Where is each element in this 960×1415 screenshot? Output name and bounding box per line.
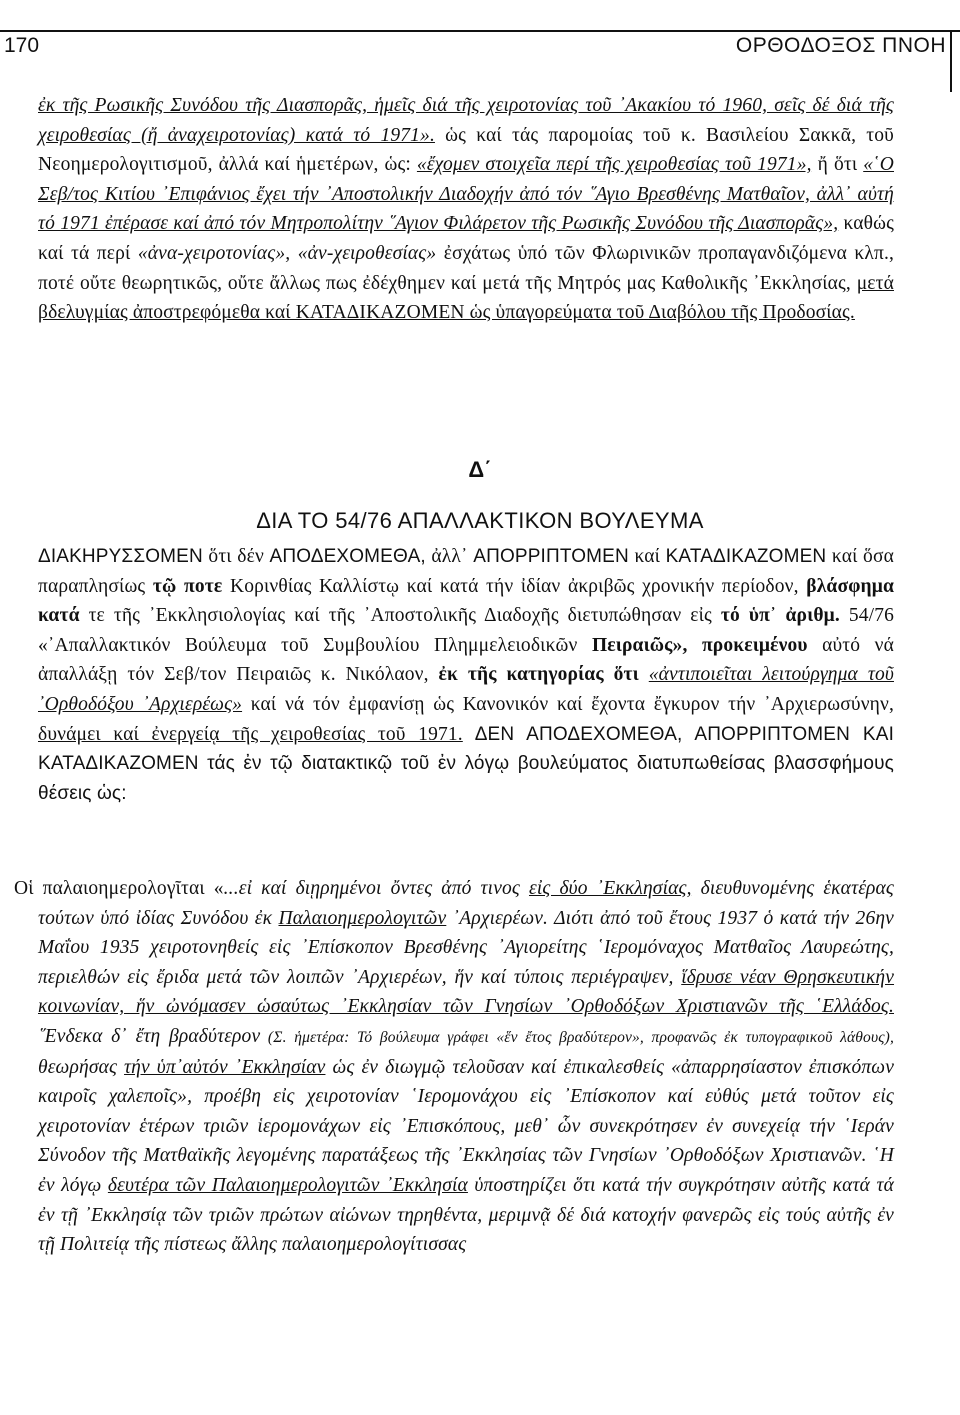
page-number: 170 [4,34,40,57]
bold-run: Πειραιῶς», προκειμένου [591,634,808,656]
quote-anacheirotonias: «ἀνα-χειροτονίας», «ἀν-χειροθεσίας» [137,242,437,264]
bold-run: ἐκ τῆς κατηγορίας ὅτι [438,664,639,686]
text-run: ἤ ὅτι [811,154,864,176]
italic-run: ᾿Αρχιερέων. Διότι ἀπό τοῦ ἔτους 1937 ὁ κατά τήν 26ην Μαΐου 1935 χειροτονηθείς εἰς ᾿Επίσκοπον Βρεσθένης ᾿Αγιορείτης ῾Ιερομόναχος Ματθαῖος Λαυρεώτης, περιελθών εἰς ἔριδα μετά τῶν λοιπῶν ᾿Αρχιερέων, ἥν καί τύποις περιέγραψεν, [38,907,894,988]
italic-run: ...εἰ καί διῃρημένοι ὄντες ἀπό τινος [223,878,529,899]
italic-run: ὑποστηρίζει ὅτι κατά τήν συγκρότησιν αὐτῆς κατά τά ἐν τῇ ᾿Εκκλησίᾳ τῶν τριῶν πρώτων αἰώνων τηρηθέντα, μεριμνᾷ δέ διά κατοχήν φανερῶς εἰς τούς αὐτῆς ἐν τῇ Πολιτείᾳ τῆς πίστεως ἄλλης παλαιοημερολογίτισσας [38,1174,895,1256]
text-run: καί νά τόν ἐμφανίσῃ ὡς Κανονικόν καί ἔχοντα ἔγκυρον τήν ᾿Αρχιερωσύνην, [242,693,895,715]
italic-run: διευθυνομένης ἑκατέρας τούτων ὑπό ἰδίας Συνόδου ἐκ [38,878,894,929]
declaration-word: ΚΑΤΑΔΙΚΑΖΟΜΕΝ [665,546,827,567]
underlined-italic-run: ἵδρυσε νέαν Θρησκευτικήν κοινωνίαν, ἥν ὠνόμασεν ὡσαύτως ᾿Εκκλησίαν τῶν Γνησίων ᾿Ορθοδόξων Χριστιανῶν τῆς ῾Ελλάδος. [38,966,895,1018]
quote-kitiou: «῾Ο Σεβ/τος Κιτίου ᾿Επιφάνιος ἔχει τήν ᾿Αποστολικήν Διαδοχήν ἀπό τόν ῞Αγιο Βρεσθένης Ματθαῖον, ἀλλ᾿ αὐτή τό 1971 ἐπέρασε καί ἀπό τόν Μητροπολίτην ῞Αγιον Φιλάρετον τῆς Ρωσικῆς Συνόδου τῆς Διασπορᾶς», [38,154,894,235]
bold-run: βλάσφημα κατά [38,575,894,627]
text-run: ἀλλ᾿ [425,546,474,567]
text-run: Οἱ παλαιοημερολογῖται « [14,878,224,899]
text-run: τε τῆς ᾿Εκκλησιολογίας καί τῆς ᾿Αποστολικῆς Διαδοχῆς διετυπώθησαν εἰς [79,605,721,627]
journal-title: ΟΡΘΟΔΟΞΟΣ ΠΝΟΗ [735,34,946,57]
declaration-phrase: ΔΕΝ ΑΠΟΔΕΧΟΜΕΘΑ, ΑΠΟΡΡΙΠΤΟΜΕΝ ΚΑΙ ΚΑΤΑΔΙΚΑΖΟΜΕΝ [38,723,894,775]
underlined-italic-run: εἰς δύο ᾿Εκκλησίας, [528,878,692,899]
declaration-word: ΑΠΟΡΡΙΠΤΟΜΕΝ [473,546,629,567]
underlined-italic-run: δευτέρα τῶν Παλαιοημερολογιτῶν ᾿Εκκλησία [107,1174,468,1196]
quote-rosiki-synodos: ἐκ τῆς Ρωσικῆς Συνόδου τῆς Διασπορᾶς, ἡμεῖς διά τῆς χειροτονίας τοῦ ᾿Ακακίου τό 1960, σεῖς δέ διά τῆς χειροθεσίας (ἤ ἀναχειροτονίας) κατά τό 1971». [38,95,894,146]
text-run: καί [628,546,666,567]
underlined-run: δυνάμει καί ἐνεργείᾳ τῆς χειροθεσίας τοῦ 1971. [38,723,463,745]
declaration-word: ΔΙΑΚΗΡΥΣΣΟΜΕΝ [38,546,203,567]
quote-antipoieitai: «ἀντιποιεῖται λειτούργημα τοῦ ᾿Ορθοδόξου ᾿Αρχιερέως» [38,664,894,715]
quote-stoicheia: «ἔχομεν στοιχεῖα περί τῆς χειροθεσίας τοῦ 1971», [416,154,812,176]
underlined-italic-run: τήν ὑπ᾿αὐτόν ᾿Εκκλησίαν [124,1056,326,1078]
text-run: τάς ἐν τῷ διατακτικῷ τοῦ ἐν λόγῳ βουλεύματος διατυπωθείσας βλασσφήμους θέσεις ὡς: [38,753,894,804]
bold-run: τῷ ποτε [152,575,223,597]
page-edge-rule [950,32,952,92]
section-title: ΔΙΑ ΤΟ 54/76 ΑΠΑΛΛΑΚΤΙΚΟΝ ΒΟΥΛΕΥΜΑ [256,508,704,533]
text-run: αὐτό νά ἀπαλλάξῃ τόν Σεβ/τον Πειραιῶς κ. Νικόλαον, [38,634,894,686]
paragraph-3 [14,874,895,1260]
section-letter: Δ΄ [468,457,492,482]
italic-run: θεωρήσας [38,1056,125,1078]
italic-run: ὡς ἐν διωγμῷ τελοῦσαν καί ἐπικαλεσθείς «ἀπαρρησίαστον ἐπισκόπων καιροῖς χαλεποῖς», προέβη εἰς χειροτονίαν ῾Ιερομονάχου εἰς ᾿Επίσκοπον καί εὐθύς μετά τοῦτον εἰς χειροτονίαν ἑτέρων τριῶν ἱερομονάχων εἰς ᾿Επισκόπους, μεθ᾿ ὧν συνεκρότησεν ἐν συνεχείᾳ τήν ῾Ιεράν Σύνοδον τῆς Ματθαϊκῆς λεγομένης παρατάξεως τῆς ᾿Εκκλησίας τῶν Γνησίων ᾿Ορθοδόξων Χριστιανῶν. ῾Η ἐν λόγῳ [38,1056,894,1196]
text-run: ὡς καί τάς παρομοίας τοῦ κ. Βασιλείου Σακκᾶ, τοῦ Νεοημερολογιτισμοῦ, ἀλλά καί ἡμετέρων, ὡς: [38,124,894,176]
paragraph-2 [38,542,894,808]
text-run: ὅτι δέν [202,546,270,567]
editorial-note: (Σ. ἡμετέρα: Τό βούλευμα γράφει «ἕν ἔτος βραδύτερον», προφανῶς ἐκ τυπογραφικοῦ λάθους), [260,1028,894,1046]
underlined-italic-run: Παλαιοημερολογιτῶν [278,907,447,929]
text-run: ἐσχάτως ὑπό τῶν Φλωρινικῶν προπαγανδιζόμενα κλπ., ποτέ οὔτε θεωρητικῶς, οὔτε ἄλλως πως ἐδέχθημεν καί μετά τῆς Μητρός μας Καθολικῆς ᾿Εκκλησίας, [38,242,895,294]
page-header [0,30,960,66]
declaration-word: ΑΠΟΔΕΧΟΜΕΘΑ, [269,546,426,567]
text-run: καί ὅσα παραπλησίως [38,546,894,597]
text-run: καθώς καί τά περί [38,213,894,264]
italic-run: ῞Ενδεκα δ᾿ ἔτη βραδύτερον [38,1025,261,1047]
text-run: 54/76 «᾿Απαλλακτικόν Βούλευμα τοῦ Συμβουλίου Πλημμελειοδικῶν [38,605,894,656]
bold-run: τό ὑπ᾿ ἀριθμ. [720,605,840,627]
text-run [639,664,649,685]
paragraph-1 [38,91,894,328]
condemnation-phrase: μετά βδελυγμίας ἀποστρεφόμεθα καί ΚΑΤΑΔΙΚΑΖΟΜΕΝ ὡς ὑπαγορεύματα τοῦ Διαβόλου τῆς Προδοσίας. [38,272,894,324]
text-run: Κορινθίας Καλλίστῳ καί κατά τήν ἰδίαν ἀκριβῶς χρονικήν περίοδον, [222,575,807,597]
